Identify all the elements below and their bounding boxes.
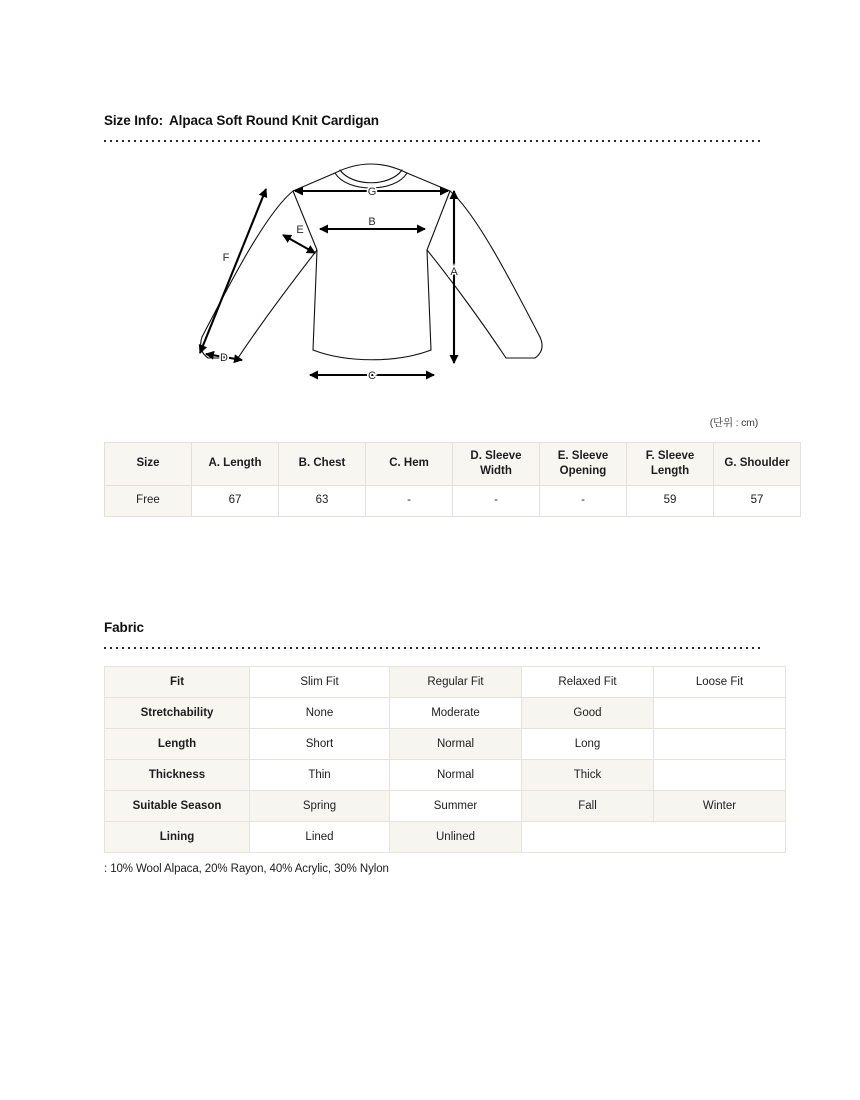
unit-note: (단위 : cm) [709,416,758,429]
size-info-label: Size Info [104,113,159,128]
fabric-row-label: Length [105,728,250,759]
label-b: B [368,215,376,228]
size-table-header-row [105,442,801,485]
label-d: D [220,351,228,364]
size-header-c-hem: C. Hem [366,442,453,485]
fabric-option-selected[interactable]: Winter [654,790,786,821]
size-cell-c-hem: - [366,485,453,516]
fabric-row-label: Lining [105,821,250,852]
fabric-option[interactable]: Lined [250,821,390,852]
fabric-option[interactable]: Slim Fit [250,666,390,697]
label-a: A [450,265,458,278]
fabric-option-empty [654,728,786,759]
size-cell-b-chest: 63 [279,485,366,516]
size-header-d-sleeve-width: D. Sleeve Width [453,442,540,485]
size-header-e-sleeve-opening: E. Sleeve Opening [540,442,627,485]
fabric-attributes-table [104,666,786,853]
table-row [105,485,801,516]
fabric-option-selected[interactable]: Fall [522,790,654,821]
fabric-option[interactable]: Thin [250,759,390,790]
fabric-option[interactable]: Loose Fit [654,666,786,697]
size-header-f-sleeve-length: F. Sleeve Length [627,442,714,485]
size-header-a-length: A. Length [192,442,279,485]
fabric-row-label: Fit [105,666,250,697]
fabric-option[interactable]: Summer [390,790,522,821]
size-header-size: Size [105,442,192,485]
fabric-option[interactable]: Normal [390,759,522,790]
size-cell-d-sleeve-width: - [453,485,540,516]
fabric-heading: Fabric [104,619,144,635]
size-info-colon: : [158,113,164,128]
label-e: E [296,223,304,236]
size-header-b-chest: B. Chest [279,442,366,485]
fabric-row-label: Suitable Season [105,790,250,821]
section-divider-size [104,140,760,143]
page-content [104,112,790,875]
size-info-heading [104,112,760,131]
fabric-option[interactable]: Moderate [390,697,522,728]
fabric-row-lining [105,821,786,852]
arrow-e [283,235,315,253]
fabric-row-stretchability [105,697,786,728]
size-measurement-table [104,442,801,517]
garment-diagram [104,151,760,413]
size-cell-f-sleeve-length: 59 [627,485,714,516]
fabric-row-suitable-season [105,790,786,821]
fabric-option[interactable]: Short [250,728,390,759]
fabric-option-empty [654,697,786,728]
section-divider-fabric [104,647,760,650]
fabric-option[interactable]: Relaxed Fit [522,666,654,697]
fabric-composition: : 10% Wool Alpaca, 20% Rayon, 40% Acrylic, 30% Nylon [104,862,389,875]
label-f: F [222,251,230,264]
fabric-row-label: Thickness [105,759,250,790]
fabric-option-selected[interactable]: Good [522,697,654,728]
fabric-option[interactable]: Long [522,728,654,759]
fabric-option-selected[interactable]: Thick [522,759,654,790]
label-g: G [367,185,377,198]
fabric-option-selected[interactable]: Normal [390,728,522,759]
fabric-option-empty [654,759,786,790]
measurement-arrows [200,189,454,375]
label-c: C [368,369,376,382]
size-cell-size: Free [105,485,192,516]
fabric-option[interactable]: None [250,697,390,728]
size-header-g-shoulder: G. Shoulder [714,442,801,485]
fabric-row-label: Stretchability [105,697,250,728]
fabric-table-body [105,666,786,852]
fabric-section [104,619,760,875]
fabric-row-length [105,728,786,759]
fabric-row-fit [105,666,786,697]
fabric-option-empty [522,821,786,852]
fabric-option-selected[interactable]: Regular Fit [390,666,522,697]
size-cell-g-shoulder: 57 [714,485,801,516]
product-name: Alpaca Soft Round Knit Cardigan [169,113,379,128]
arrow-f [200,189,266,353]
size-cell-a-length: 67 [192,485,279,516]
fabric-row-thickness [105,759,786,790]
fabric-option-selected[interactable]: Unlined [390,821,522,852]
fabric-option-selected[interactable]: Spring [250,790,390,821]
size-cell-e-sleeve-opening: - [540,485,627,516]
